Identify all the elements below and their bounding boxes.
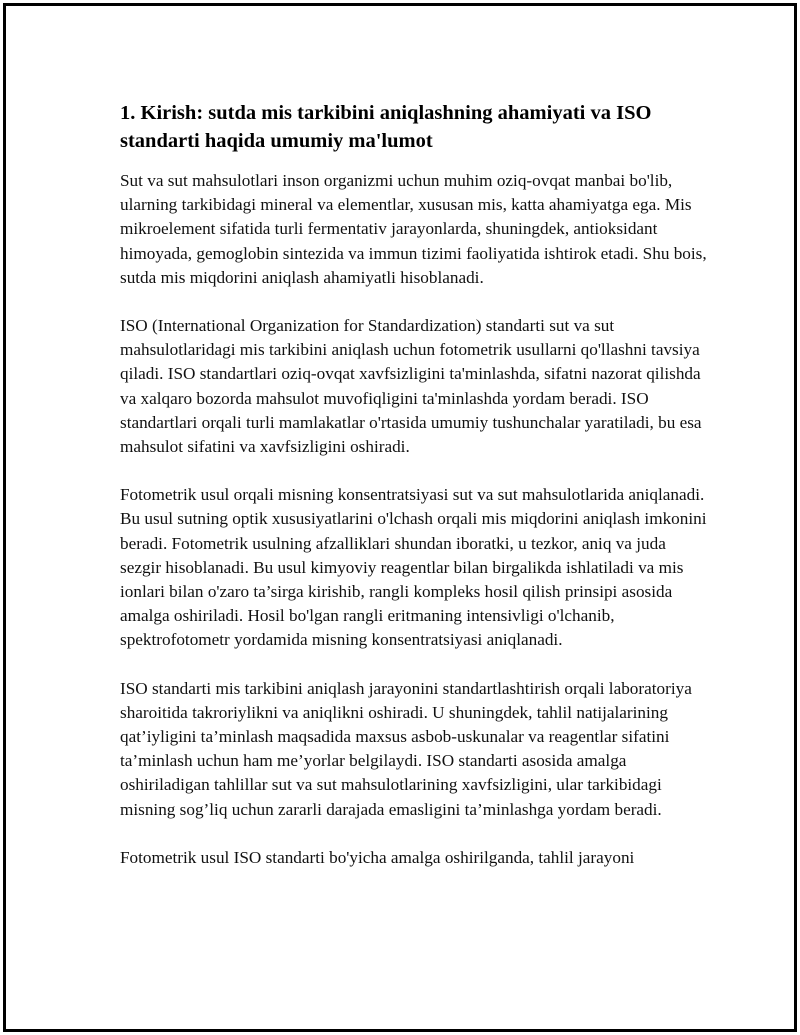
section-heading: 1. Kirish: sutda mis tarkibini aniqlashning ahamiyati va ISO standarti haqida umumiy ma'lumot [120,102,652,152]
paragraph-4: ISO standarti mis tarkibini aniqlash jarayonini standartlashtirish orqali laboratoriya sharoitida takroriylikni va aniqlikni oshiradi. U shuningdek, tahlil natijalarining qat’iyligini ta’minlash maqsadida maxsus asbob-uskunalar va reagentlar sifatini ta’minlash uchun ham me’yorlar belgilaydi. ISO standarti asosida amalga oshiriladigan tahlillar sut va sut mahsulotlarining xavfsizligini, ular tarkibidagi misning sog’liq uchun zararli darajada emasligini ta’minlashga yordam beradi. [120,678,692,819]
paragraph-5: Fotometrik usul ISO standarti bo'yicha amalga oshirilganda, tahlil jarayoni [120,847,635,867]
paragraph-2: ISO (International Organization for Standardization) standarti sut va sut mahsulotlaridagi mis tarkibini aniqlash uchun fotometrik usullarni qo'llashni tavsiya qiladi. ISO standartlari oziq-ovqat xavfsizligini ta'minlashda, sifatni nazorat qilishda va xalqaro bozorda mahsulot muvofiqligini ta'minlashda yordam beradi. ISO standartlari orqali turli mamlakatlar o'rtasida umumiy tushunchalar yaratiladi, bu esa mahsulot sifatini va xavfsizligini oshiradi. [120,316,702,457]
page-frame [3,3,797,1032]
paragraph-3: Fotometrik usul orqali misning konsentratsiyasi sut va sut mahsulotlarida aniqlanadi. Bu usul sutning optik xususiyatlarini o'lchash orqali mis miqdorini aniqlash imkonini beradi. Fotometrik usulning afzalliklari shundan iboratki, u tezkor, aniq va juda sezgir hisoblanadi. Bu usul kimyoviy reagentlar bilan birgalikda ishlatiladi va mis ionlari bilan o'zaro ta’sirga kirishib, rangli kompleks hosil qilish prinsipi asosida amalga oshiriladi. Hosil bo'lgan rangli eritmaning intensivligi o'lchanib, spektrofotometr yordamida misning konsentratsiyasi aniqlanadi. [120,485,707,650]
paragraph-1: Sut va sut mahsulotlari inson organizmi uchun muhim oziq-ovqat manbai bo'lib, ularning tarkibidagi mineral va elementlar, xususan mis, katta ahamiyatga ega. Mis mikroelement sifatida turli fermentativ jarayonlarda, shuningdek, antioksidant himoyada, gemoglobin sintezida va immun tizimi faoliyatida ishtirok etadi. Shu bois, sutda mis miqdorini aniqlash ahamiyatli hisoblanadi. [120,171,707,287]
document-body [120,99,710,894]
